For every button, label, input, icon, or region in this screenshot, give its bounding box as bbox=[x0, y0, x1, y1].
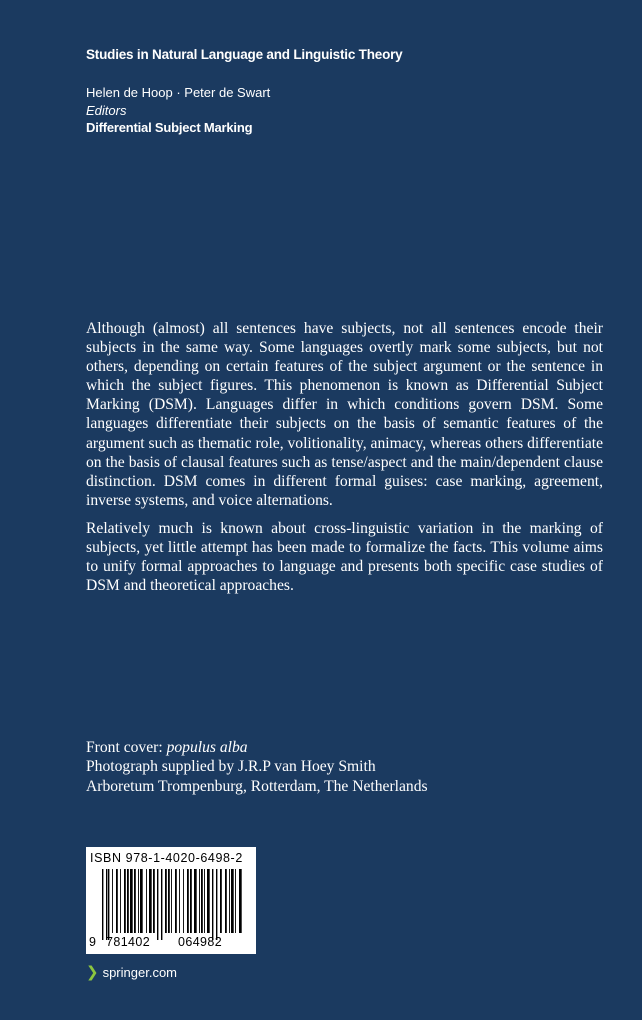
barcode-bar bbox=[220, 869, 222, 933]
barcode-bar bbox=[187, 869, 189, 933]
barcode-bar bbox=[229, 869, 230, 933]
barcode-bar bbox=[165, 869, 167, 933]
barcode-bar bbox=[231, 869, 234, 933]
publisher-link[interactable] bbox=[86, 963, 177, 981]
barcode-bar bbox=[175, 869, 177, 933]
barcode-bar bbox=[161, 869, 162, 940]
barcode-bar bbox=[157, 869, 158, 940]
barcode-bar bbox=[239, 869, 242, 933]
barcode-bar bbox=[199, 869, 200, 933]
photo-location: Arboretum Trompenburg, Rotterdam, The Netherlands bbox=[86, 777, 428, 795]
barcode-bar bbox=[204, 869, 205, 933]
series-title: Studies in Natural Language and Linguistic Theory bbox=[86, 47, 403, 62]
barcode-digits-left: 781402 bbox=[106, 935, 151, 949]
editors-names: Helen de Hoop · Peter de Swart bbox=[86, 85, 271, 100]
barcode-bar bbox=[116, 869, 118, 933]
isbn-label: ISBN 978-1-4020-6498-2 bbox=[90, 851, 243, 865]
barcode-bar bbox=[146, 869, 147, 933]
barcode-bar bbox=[212, 869, 213, 940]
cover-credits bbox=[86, 738, 428, 796]
barcode-bar bbox=[108, 869, 109, 940]
barcode-bar bbox=[153, 869, 155, 933]
barcode-bar bbox=[124, 869, 126, 933]
barcode-bar bbox=[102, 869, 103, 940]
description-paragraph-1: Although (almost) all sentences have subjects, not all sentences encode their subjects in the same way. Some languages overtly mark some subjects, but not others, depending on certain features of the subject argument or the sentence in which the subject figures. This phenomenon is known as Differential Subject Marking (DSM). Languages differ in which conditions govern DSM. Some languages differentiate their subjects on the basis of semantic features of the argument such as thematic role, volitionality, animacy, whereas others differentiate on the basis of clausal features such as tense/aspect and the main/dependent clause distinction. DSM comes in different formal guises: case marking, agreement, inverse systems, and voice alternations. bbox=[86, 320, 604, 509]
chevron-right-icon: ❯ bbox=[86, 964, 99, 981]
barcode-bar bbox=[149, 869, 152, 933]
book-title: Differential Subject Marking bbox=[86, 120, 253, 135]
barcode-bar bbox=[225, 869, 227, 933]
barcode-bar bbox=[235, 869, 236, 933]
barcode-box bbox=[86, 847, 256, 954]
barcode-bar bbox=[190, 869, 192, 933]
barcode-bar bbox=[138, 869, 139, 933]
description-paragraph-2: Relatively much is known about cross-linguistic variation in the marking of subjects, yet little attempt has been made to formalize the facts. This volume aims to unify formal approaches to language and presents both specific case studies of DSM and theoretical approaches. bbox=[86, 520, 603, 595]
editors-role: Editors bbox=[86, 102, 127, 118]
barcode-bar bbox=[179, 869, 180, 933]
barcode-bar bbox=[207, 869, 210, 933]
publisher-site[interactable]: springer.com bbox=[102, 964, 177, 980]
barcode-bar bbox=[130, 869, 133, 933]
barcode-bar bbox=[127, 869, 129, 933]
front-cover-species: populus alba bbox=[166, 739, 248, 756]
front-cover-label: Front cover: bbox=[86, 739, 167, 756]
barcode-digit-first: 9 bbox=[89, 935, 97, 949]
barcode-bar bbox=[171, 869, 172, 933]
barcode-digits-right: 064982 bbox=[178, 935, 223, 949]
barcode-bar bbox=[112, 869, 113, 933]
barcode-bar bbox=[183, 869, 184, 933]
photograph-credit: Photograph supplied by J.R.P van Hoey Smith bbox=[86, 758, 376, 776]
barcode-bar bbox=[120, 869, 121, 933]
barcode-bar bbox=[216, 869, 217, 940]
barcode-bar bbox=[168, 869, 170, 933]
barcode-bar bbox=[134, 869, 136, 933]
barcode-bar bbox=[201, 869, 203, 933]
front-cover-line bbox=[86, 738, 428, 757]
barcode-bar bbox=[140, 869, 143, 933]
barcode-bar bbox=[106, 869, 107, 940]
barcode-bar bbox=[194, 869, 197, 933]
editors-block bbox=[86, 84, 270, 137]
